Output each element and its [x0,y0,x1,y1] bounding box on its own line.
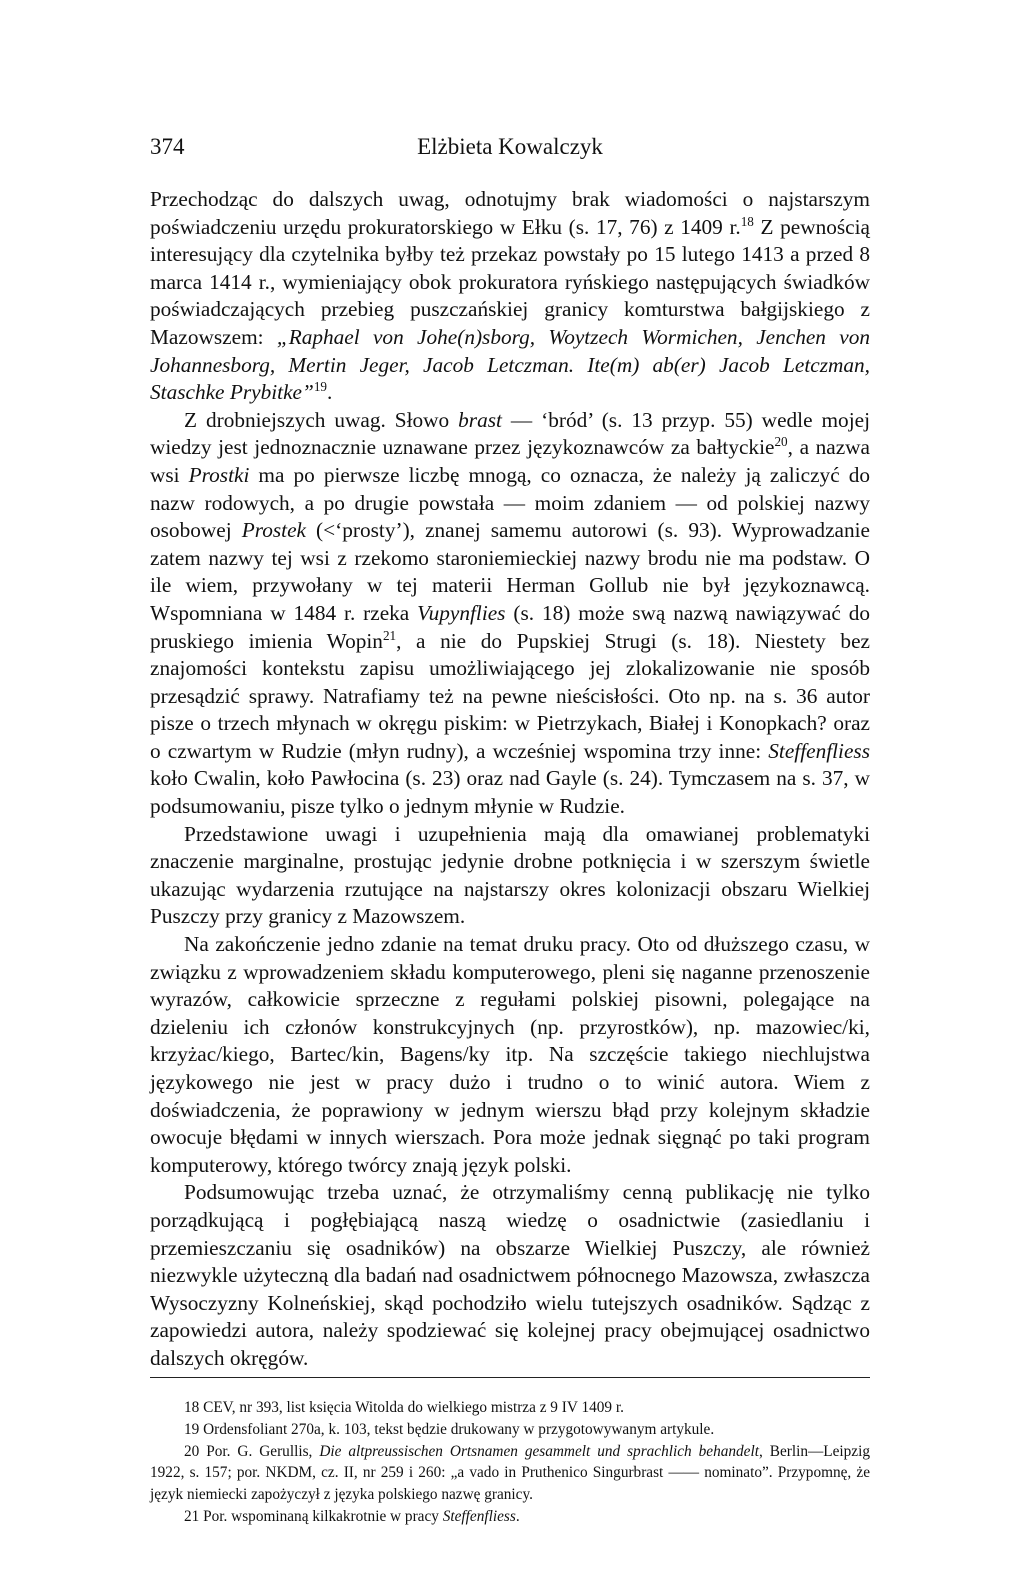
page-header [150,132,870,166]
footnote-21-title: Steffenfliess [442,1507,516,1525]
witness-list-quote: „Raphael von Johe(n)sborg, Woytzech Wormichen, Jenchen von Johannesborg, Mertin Jeger, Jacob Letczman. Ite(m) ab(er) Jacob Letczman, Staschke Prybitke” [150,324,871,405]
footnote-ref-19: 19 [313,379,328,395]
footnote-20-text-b: , Berlin—Leipzig 1922, s. 157; por. NKDM, cz. II, nr 259 i 260: „a vado in Pruthenico Singurbrast —— nominato”. Przypomnę, że język niemiecki zapożyczył z języka polskiego nazwę granicy. [150,1442,870,1504]
running-title: Elżbieta Kowalczyk [417,134,603,159]
footnote-20-text-a: 20 Por. G. Gerullis, [184,1442,320,1460]
paragraph-2-text-e: (<‘prosty’), znanej samemu autorowi (s. 93). Wyprowadzanie zatem nazwy tej wsi z rzekomo staroniemieckiej nazwy brodu nie ma podstaw. O ile wiem, przywołany w tej materii Herman Gollub nie był językoznawcą. Wspomniana w 1484 r. rzeka [150,518,870,625]
paragraph-2-text-d: ma po pierwsze liczbę mnogą, co oznacza, że należy ją zaliczyć do nazw rodowych, a po drugie powstała — moim zdaniem — od polskiej nazwy osobowej [150,462,870,543]
paragraph-1-text-b: Z pewnością interesujący dla czytelnika byłby też przekaz powstały po 15 lutego 1413 a przed 8 marca 1414 r., wymieniający obok prokuratora ryńskiego następujących świadków poświadczających przebieg puszczańskiej granicy komturstwa bałgijskiego z Mazowszem: [150,214,870,349]
term-prostek: Prostek [241,518,306,543]
footnote-19: 19 Ordensfoliant 270a, k. 103, tekst będzie drukowany w przygotowywanym artykule. [184,1420,715,1438]
paragraph-2-text-c: , a nazwa wsi [150,435,871,487]
term-steffenfliess: Steffenfliess [768,738,870,763]
paragraph-2 [150,407,870,821]
footnote-21-text-a: 21 Por. wspominaną kilkakrotnie w pracy [184,1507,443,1525]
footnotes [150,1397,870,1528]
paragraph-2-text-h: koło Cwalin, koło Pawłocina (s. 23) oraz nad Gayle (s. 24). Tymczasem na s. 37, w podsumowaniu, pisze tylko o jednym młynie w Rudzie. [150,766,870,819]
footnote-18: 18 CEV, nr 393, list księcia Witolda do wielkiego mistrza z 9 IV 1409 r. [184,1399,624,1416]
footnote-ref-18: 18 [740,213,754,229]
paragraph-5: Podsumowując trzeba uznać, że otrzymaliśmy cenną publikację nie tylko porządkującą i pogłębiającą naszą wiedzę o osadnictwie (zasiedlaniu i przemieszczaniu się osadników) na obszarze Wielkiej Puszczy, ale również niezwykle użyteczną dla badań nad osadnictwem północnego Mazowsza, zwłaszcza Wysoczyzny Kolneńskiej, skąd pochodziło wielu tutejszych osadników. Sądząc z zapowiedzi autora, należy spodziewać się kolejnej pracy obejmującej osadnictwo dalszych okręgów. [150,1180,870,1370]
paragraph-2-text-f: (s. 18) może swą nazwą nawiązywać do pruskiego imienia Wopin [150,600,870,653]
term-brast: brast [458,407,502,432]
body-text [150,186,870,1373]
paragraph-2-text-b: — ‘bród’ (s. 13 przyp. 55) wedle mojej wiedzy jest jednoznacznie uznawane przez językoznawców za bałtyckie [150,407,870,460]
paragraph-1 [150,186,870,407]
footnote-21-text-b: . [515,1507,520,1525]
page-number: 374 [150,134,185,159]
footnote-divider [150,1377,870,1378]
paragraph-2-text-g: , a nie do Pupskiej Strugi (s. 18). Niestety bez znajomości kontekstu zapisu umożliwiającego jej zlokalizowanie nie sposób przesądzić sprawy. Natrafiamy też na pewne nieścisłości. Oto np. na s. 36 autor pisze o trzech młynach w okręgu piskim: w Pietrzykach, Białej i Konopkach? oraz o czwartym w Rudzie (młyn rudny), a wcześniej wspomina trzy inne: [150,628,870,763]
footnote-20 [150,1441,870,1506]
footnote-ref-20: 20 [774,434,788,450]
footnote-ref-21: 21 [382,627,397,643]
term-vupynflies: Vupynflies [417,600,506,625]
paragraph-4: Na zakończenie jedno zdanie na temat druku pracy. Oto od dłuższego czasu, w związku z wprowadzeniem składu komputerowego, pleni się naganne przenoszenie wyrazów, całkowicie sprzeczne z regułami polskiej pisowni, polegające na dzieleniu ich członów konstrukcyjnych (np. przyrostków), np. mazowiec/ki, krzyżac/kiego, Bartec/kin, Bagens/ky itp. Na szczęście takiego niechlujstwa językowego nie jest w pracy dużo i trudno o to winić autora. Wiem z doświadczenia, że poprawiony w jednym wierszu błąd przy kolejnym składzie owocuje błędami w innych wierszach. Pora może jednak sięgnąć po taki program komputerowy, którego twórcy znają język polski. [150,932,870,1177]
footnote-20-title: Die altpreussischen Ortsnamen gesammelt und sprachlich behandelt [319,1442,759,1460]
paragraph-3: Przedstawione uwagi i uzupełnienia mają dla omawianej problematyki znaczenie marginalne, prostując jedynie drobne potknięcia i w szerszym świetle ukazując wydarzenia rzutujące na najstarszy okres kolonizacji obszaru Wielkiej Puszczy przy granicy z Mazowszem. [150,821,870,929]
term-prostki: Prostki [188,462,250,487]
paragraph-1-text-a: Przechodząc do dalszych uwag, odnotujmy brak wiadomości o najstarszym poświadczeniu urzędu prokuratorskiego w Ełku (s. 17, 76) z 1409 r. [150,187,870,239]
paragraph-2-text-a: Z drobniejszych uwag. Słowo [184,407,459,432]
footnote-21 [150,1506,870,1528]
paragraph-1-text-c: . [327,380,333,405]
